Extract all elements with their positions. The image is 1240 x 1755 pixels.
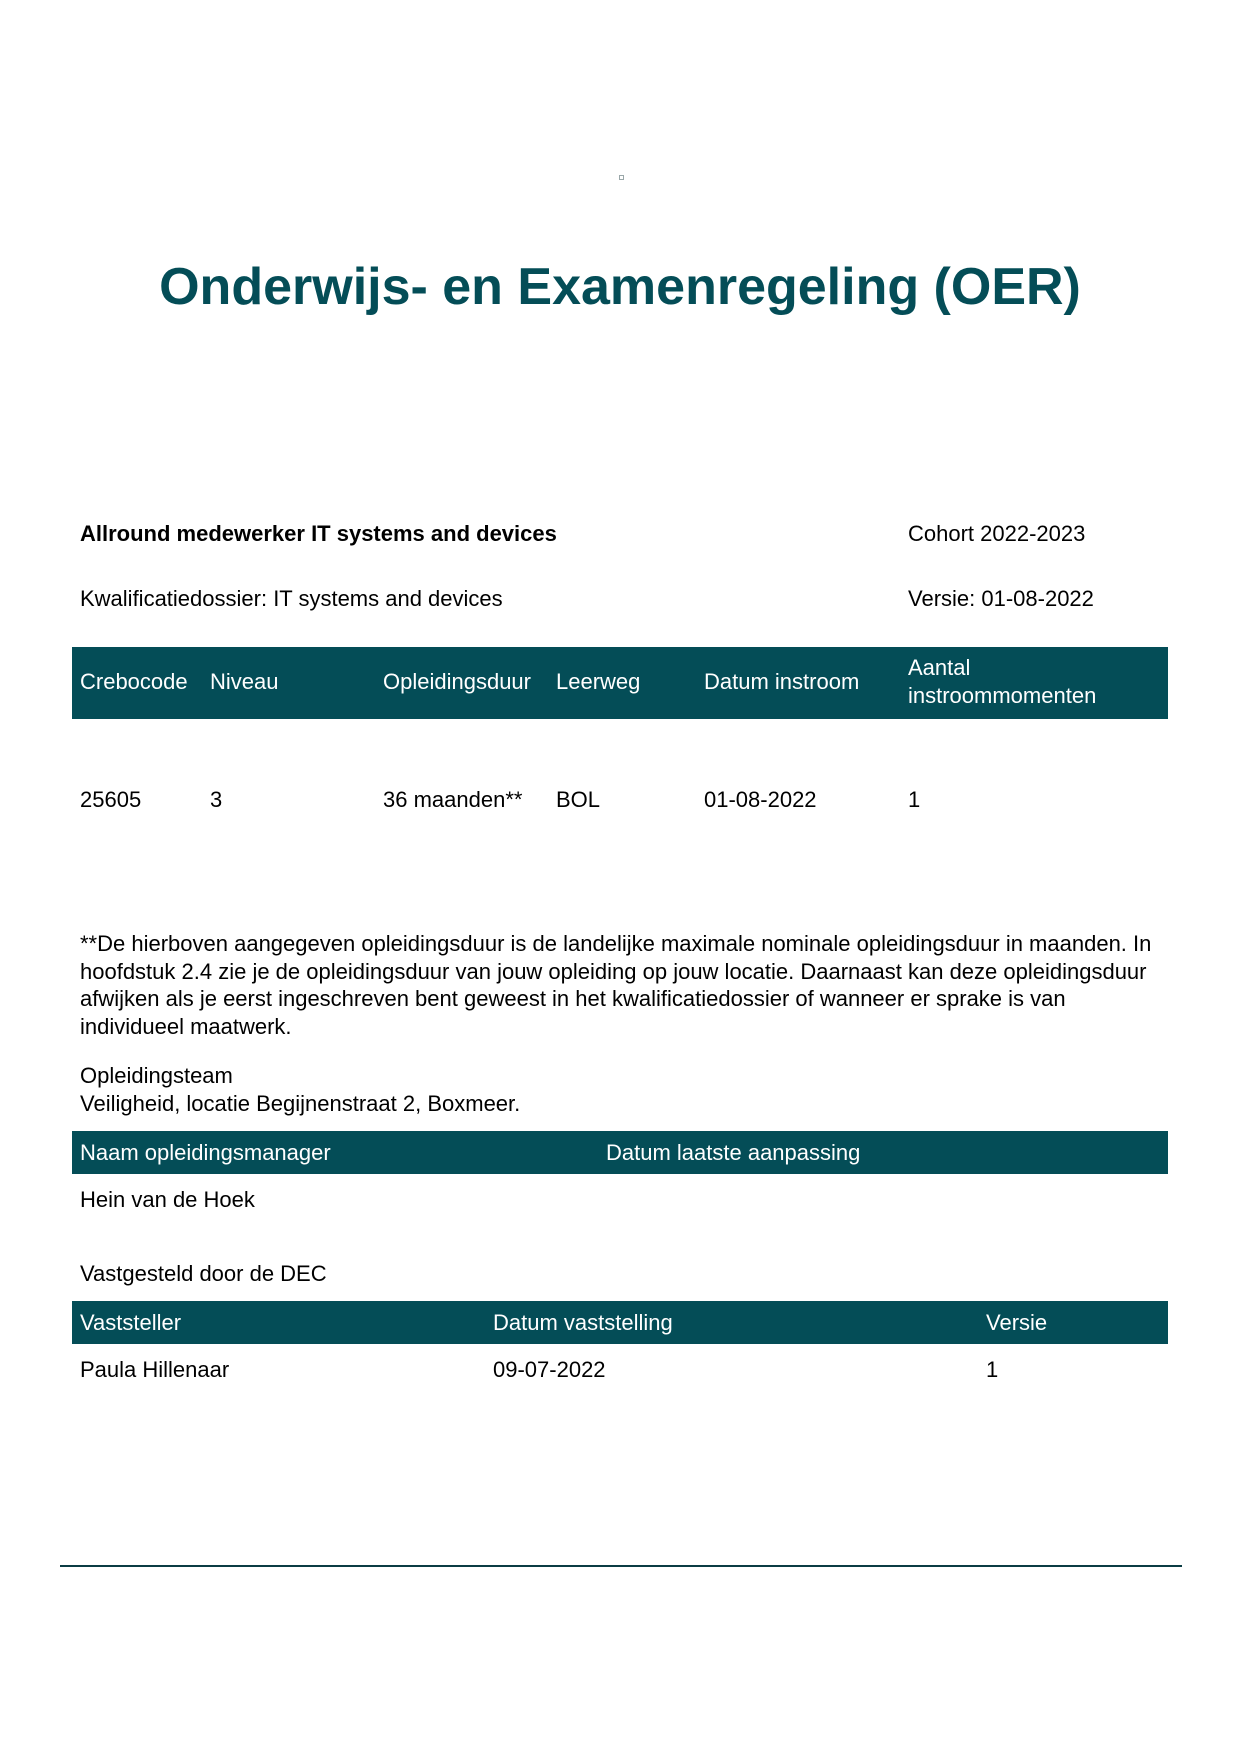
- header-instroommomenten: instroommomenten: [908, 683, 1097, 708]
- cell-opleidingsduur: 36 maanden**: [383, 787, 523, 812]
- header-datum-vaststelling: Datum vaststelling: [493, 1310, 673, 1335]
- cell-aantal-instroommomenten: 1: [908, 787, 921, 812]
- dec-table-header: [72, 1301, 1168, 1344]
- manager-table-header: [72, 1131, 1168, 1174]
- dec-label: Vastgesteld door de DEC: [80, 1261, 327, 1286]
- footer-divider: [60, 1565, 1182, 1567]
- header-versie: Versie: [986, 1310, 1048, 1335]
- version-date: Versie: 01-08-2022: [908, 586, 1094, 611]
- cohort: Cohort 2022-2023: [908, 521, 1086, 546]
- cell-manager-name: Hein van de Hoek: [80, 1187, 255, 1212]
- header-leerweg: Leerweg: [556, 669, 641, 694]
- table-row: [72, 1180, 1168, 1220]
- header-vaststeller: Vaststeller: [80, 1310, 182, 1335]
- table-row: [72, 780, 1168, 820]
- qualification-dossier: Kwalificatiedossier: IT systems and devices: [80, 586, 503, 611]
- main-table-header: [72, 647, 1168, 719]
- cell-crebocode: 25605: [80, 787, 142, 812]
- header-opleidingsduur: Opleidingsduur: [383, 669, 531, 694]
- cell-niveau: 3: [210, 787, 223, 812]
- team-label: Opleidingsteam: [80, 1063, 233, 1088]
- cell-vaststeller: Paula Hillenaar: [80, 1357, 230, 1382]
- program-name: Allround medewerker IT systems and devices: [80, 521, 557, 546]
- cell-leerweg: BOL: [556, 787, 601, 812]
- header-niveau: Niveau: [210, 669, 279, 694]
- header-datum-instroom: Datum instroom: [704, 669, 860, 694]
- header-aantal: Aantal: [908, 655, 971, 680]
- header-datum-laatste-aanpassing: Datum laatste aanpassing: [606, 1140, 861, 1165]
- cell-versie: 1: [986, 1357, 999, 1382]
- cell-datum-vaststelling: 09-07-2022: [493, 1357, 606, 1382]
- footnote: **De hierboven aangegeven opleidingsduur is de landelijke maximale nominale opleidingsduur in maanden. In hoofdstuk 2.4 zie je de opleidingsduur van jouw opleiding op jouw locatie. Daarnaast kan deze opleidingsduur afwijken als je eerst ingeschreven bent geweest in het kwalificatiedossier of wanneer er sprake is van individueel maatwerk.: [80, 931, 1152, 1039]
- header-crebocode: Crebocode: [80, 669, 188, 694]
- page-title: Onderwijs- en Examenregeling (OER): [159, 258, 1081, 316]
- team-location: Veiligheid, locatie Begijnenstraat 2, Boxmeer.: [80, 1091, 521, 1116]
- cell-datum-instroom: 01-08-2022: [704, 787, 817, 812]
- table-row: [72, 1350, 1168, 1390]
- header-naam-opleidingsmanager: Naam opleidingsmanager: [80, 1140, 331, 1165]
- logo-placeholder-icon: [619, 175, 624, 180]
